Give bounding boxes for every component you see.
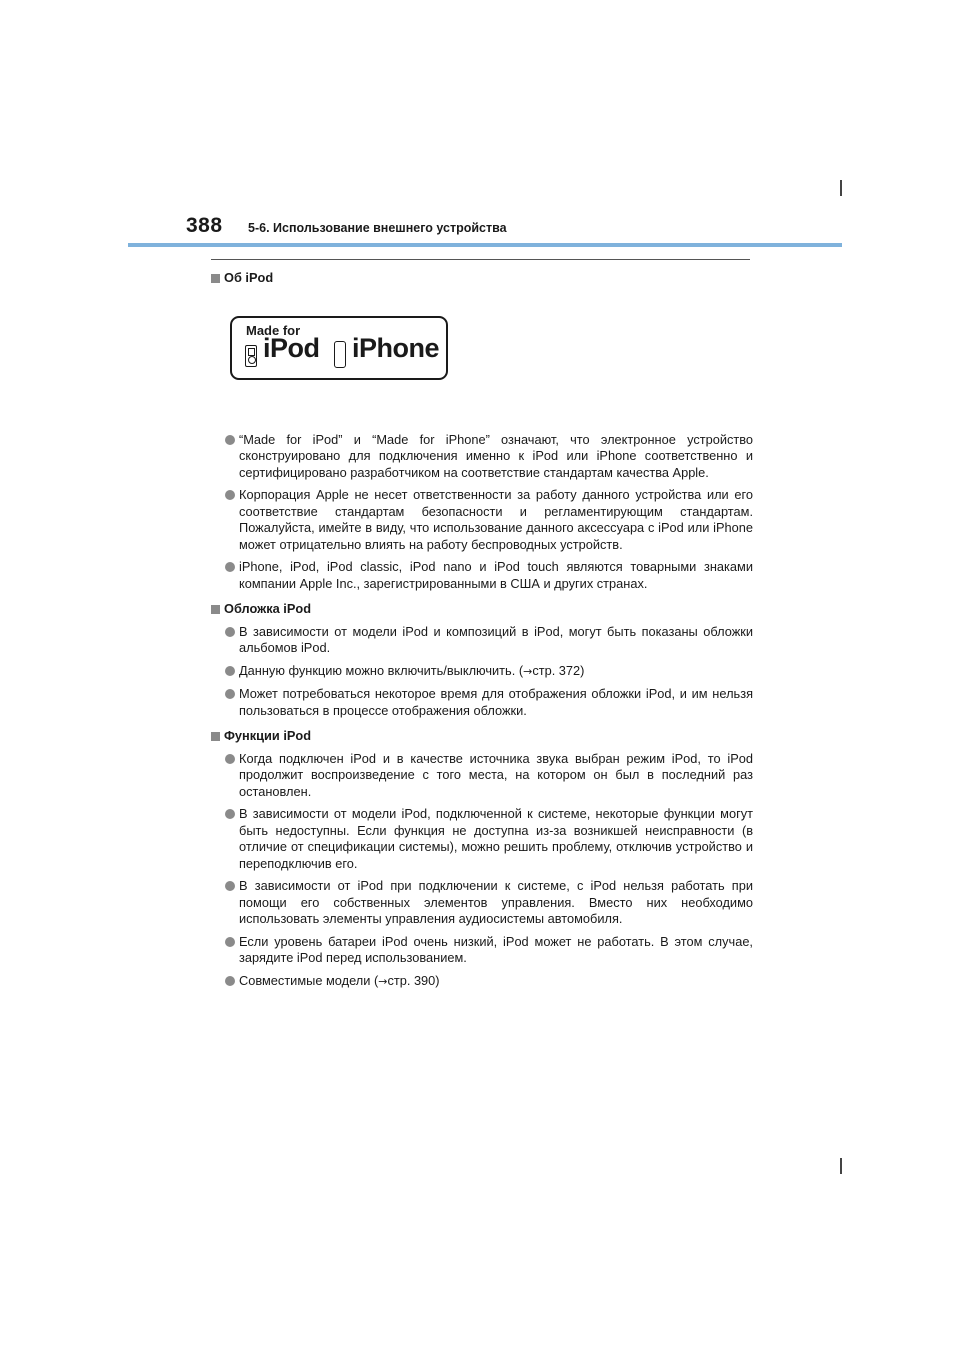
bullet-functions-unavailable: В зависимости от модели iPod, подключенной к системе, некоторые функции могут быть недоступны. Если функция не доступна из-за возникшей неисправности (в отличие от спецификации системы), можно решить проблему, отключив устройство и переподключив его. [211,806,753,872]
ipod-icon [245,345,257,367]
content-rule [211,259,750,260]
heading-ipod-functions: Функции iPod [211,728,753,745]
iphone-icon [334,341,346,368]
bullet-text: Данную функцию можно включить/выключить. ( [239,662,524,678]
bullet-apple-responsibility: Корпорация Apple не несет ответственности за работу данного устройства или его соответствие стандартам безопасности и регламентирующим стандартам. Пожалуйста, имейте в виду, что использование данного аксессуара с iPod или iPhone может отрицательно влиять на работу беспроводных устройств. [211,487,753,553]
bullet-artwork-shown: В зависимости от модели iPod и композиций в iPod, могут быть показаны обложки альбомов iPod. [211,624,753,657]
heading-about-ipod: Об iPod [211,270,753,287]
logo-made-for-text: Made for [246,322,301,338]
page-reference-link[interactable]: стр. 372) [532,662,585,678]
bullet-resume-playback: Когда подключен iPod и в качестве источника звука выбран режим iPod, то iPod продолжит воспроизведение с того места, на котором он был в последний раз остановлен. [211,751,753,801]
bullet-compatible-models [211,973,753,991]
arrow-right-icon: → [378,974,388,988]
section-title: 5-6. Использование внешнего устройства [248,221,507,235]
logo-iphone-text: iPhone [352,332,440,363]
page-number: 388 [186,214,223,237]
logo-ipod-text: iPod [263,332,320,363]
crop-mark-bottom [840,1158,842,1174]
bullet-made-for-meaning: “Made for iPod” и “Made for iPhone” означают, что электронное устройство сконструировано для подключения именно к iPod или iPhone соответственно и сертифицировано разработчиком на соответствие стандартам качества Apple. [211,432,753,482]
header-rule [128,243,842,247]
arrow-right-icon: → [523,664,533,678]
page-content [211,268,753,990]
bullet-artwork-delay: Может потребоваться некоторое время для отображения обложки iPod, и им нельзя пользоваться в процессе отображения обложки. [211,686,753,719]
bullet-low-battery: Если уровень батареи iPod очень низкий, iPod может не работать. В этом случае, зарядите iPod перед использованием. [211,934,753,967]
bullet-text: Совместимые модели ( [239,972,379,988]
made-for-ipod-iphone-logo [230,316,448,380]
page-reference-link[interactable]: стр. 390) [387,972,440,988]
bullet-trademarks: iPhone, iPod, iPod classic, iPod nano и iPod touch являются товарными знаками компании Apple Inc., зарегистрированными в США и других странах. [211,559,753,592]
heading-ipod-artwork: Обложка iPod [211,601,753,618]
bullet-own-controls: В зависимости от iPod при подключении к системе, с iPod нельзя работать при помощи его собственных элементов управления. Вместо них необходимо использовать элементы управления аудиосистемы автомобиля. [211,878,753,928]
crop-mark-top [840,180,842,196]
bullet-artwork-toggle [211,663,753,681]
